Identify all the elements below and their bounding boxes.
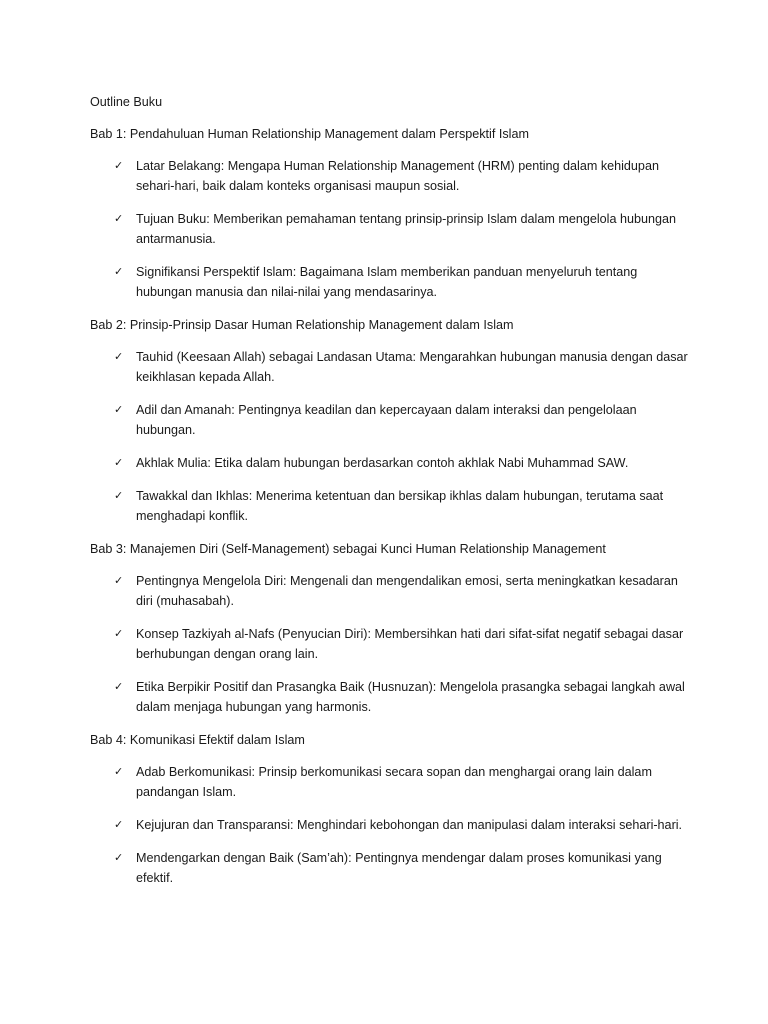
- list-item: [90, 453, 690, 473]
- check-icon: ✓: [114, 212, 124, 225]
- list-item-text: Kejujuran dan Transparansi: Menghindari kebohongan dan manipulasi dalam interaksi sehari-hari.: [136, 818, 683, 832]
- chapter-heading: Bab 3: Manajemen Diri (Self-Management) sebagai Kunci Human Relationship Management: [90, 542, 606, 556]
- check-icon: ✓: [114, 627, 124, 640]
- list-item-text: Adil dan Amanah: Pentingnya keadilan dan kepercayaan dalam interaksi dan pengelolaan hubungan.: [136, 403, 637, 437]
- list-item: [90, 486, 690, 526]
- check-icon: ✓: [114, 680, 124, 693]
- list-item: [90, 209, 690, 249]
- list-item-text: Etika Berpikir Positif dan Prasangka Baik (Husnuzan): Mengelola prasangka sebagai langkah awal dalam menjaga hubungan yang harmonis.: [136, 680, 685, 714]
- chapter-section: [90, 124, 690, 302]
- document-title: Outline Buku: [90, 95, 163, 109]
- list-item-text: Signifikansi Perspektif Islam: Bagaimana Islam memberikan panduan menyeluruh tentang hubungan manusia dan nilai-nilai yang mendasarinya.: [136, 265, 638, 299]
- list-item-text: Tujuan Buku: Memberikan pemahaman tentang prinsip-prinsip Islam dalam mengelola hubungan antarmanusia.: [136, 212, 676, 246]
- chapter-section: [90, 539, 690, 717]
- list-item: [90, 262, 690, 302]
- chapter-item-list: [90, 347, 690, 526]
- list-item: [90, 815, 690, 835]
- list-item-text: Akhlak Mulia: Etika dalam hubungan berdasarkan contoh akhlak Nabi Muhammad SAW.: [136, 456, 629, 470]
- list-item: [90, 571, 690, 611]
- check-icon: ✓: [114, 456, 124, 469]
- list-item: [90, 624, 690, 664]
- list-item-text: Konsep Tazkiyah al-Nafs (Penyucian Diri): Membersihkan hati dari sifat-sifat negatif sebagai dasar berhubungan dengan orang lain.: [136, 627, 684, 661]
- list-item: [90, 677, 690, 717]
- list-item-text: Latar Belakang: Mengapa Human Relationship Management (HRM) penting dalam kehidupan sehari-hari, baik dalam konteks organisasi maupun sosial.: [136, 159, 659, 193]
- check-icon: ✓: [114, 574, 124, 587]
- chapter-item-list: [90, 762, 690, 888]
- check-icon: ✓: [114, 818, 124, 831]
- list-item: [90, 848, 690, 888]
- list-item: [90, 156, 690, 196]
- chapter-heading: Bab 2: Prinsip-Prinsip Dasar Human Relationship Management dalam Islam: [90, 318, 514, 332]
- list-item-text: Adab Berkomunikasi: Prinsip berkomunikasi secara sopan dan menghargai orang lain dalam pandangan Islam.: [136, 765, 652, 799]
- check-icon: ✓: [114, 350, 124, 363]
- chapter-heading: Bab 1: Pendahuluan Human Relationship Management dalam Perspektif Islam: [90, 127, 529, 141]
- list-item-text: Tawakkal dan Ikhlas: Menerima ketentuan dan bersikap ikhlas dalam hubungan, terutama saat menghadapi konflik.: [136, 489, 664, 523]
- chapter-item-list: [90, 156, 690, 302]
- check-icon: ✓: [114, 265, 124, 278]
- list-item-text: Pentingnya Mengelola Diri: Mengenali dan mengendalikan emosi, serta meningkatkan kesadaran diri (muhasabah).: [136, 574, 678, 608]
- chapter-section: [90, 315, 690, 526]
- check-icon: ✓: [114, 765, 124, 778]
- list-item-text: Tauhid (Keesaan Allah) sebagai Landasan Utama: Mengarahkan hubungan manusia dengan dasar keikhlasan kepada Allah.: [136, 350, 688, 384]
- list-item: [90, 400, 690, 440]
- check-icon: ✓: [114, 489, 124, 502]
- check-icon: ✓: [114, 403, 124, 416]
- check-icon: ✓: [114, 159, 124, 172]
- list-item-text: Mendengarkan dengan Baik (Sam’ah): Pentingnya mendengar dalam proses komunikasi yang efektif.: [136, 851, 662, 885]
- chapter-item-list: [90, 571, 690, 717]
- list-item: [90, 347, 690, 387]
- chapter-heading: Bab 4: Komunikasi Efektif dalam Islam: [90, 733, 305, 747]
- list-item: [90, 762, 690, 802]
- chapter-section: [90, 730, 690, 888]
- document-page: [90, 92, 690, 901]
- chapter-list: [90, 124, 690, 888]
- check-icon: ✓: [114, 851, 124, 864]
